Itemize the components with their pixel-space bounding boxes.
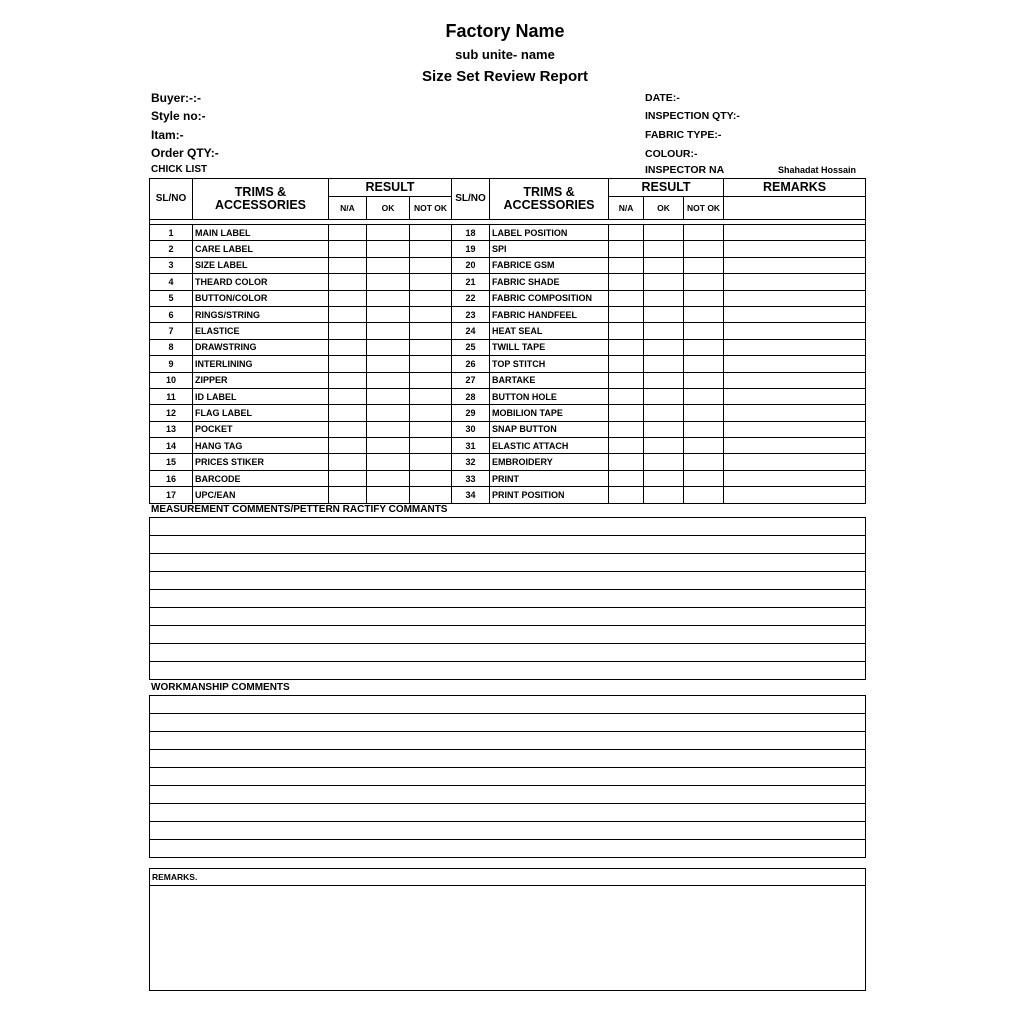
sl-no-cell: 15 bbox=[150, 454, 193, 470]
not-ok-cell[interactable] bbox=[410, 372, 452, 388]
na-cell[interactable] bbox=[329, 323, 367, 339]
item-name-cell: SPI bbox=[490, 241, 609, 257]
table-row bbox=[150, 438, 866, 454]
not-ok-cell[interactable] bbox=[684, 225, 724, 241]
not-ok-cell[interactable] bbox=[410, 421, 452, 437]
ok-cell[interactable] bbox=[644, 339, 684, 355]
not-ok-cell[interactable] bbox=[410, 225, 452, 241]
remarks-cell[interactable] bbox=[724, 225, 866, 241]
comment-line[interactable] bbox=[150, 786, 865, 804]
not-ok-header-right: NOT OK bbox=[684, 197, 724, 220]
sl-no-cell: 20 bbox=[452, 257, 490, 273]
table-row bbox=[150, 405, 866, 421]
ok-cell[interactable] bbox=[367, 257, 410, 273]
trims-header-right bbox=[490, 179, 609, 220]
na-cell[interactable] bbox=[329, 470, 367, 486]
not-ok-cell[interactable] bbox=[684, 470, 724, 486]
not-ok-cell[interactable] bbox=[684, 421, 724, 437]
ok-cell[interactable] bbox=[367, 306, 410, 322]
not-ok-cell[interactable] bbox=[684, 487, 724, 503]
not-ok-cell[interactable] bbox=[410, 454, 452, 470]
comment-line[interactable] bbox=[150, 662, 865, 680]
ok-cell[interactable] bbox=[367, 225, 410, 241]
sl-no-cell: 19 bbox=[452, 241, 490, 257]
item-name-cell: FABRIC COMPOSITION bbox=[490, 290, 609, 306]
sl-no-header-right: SL/NO bbox=[452, 179, 490, 220]
comment-line[interactable] bbox=[150, 608, 865, 626]
not-ok-cell[interactable] bbox=[684, 306, 724, 322]
not-ok-cell[interactable] bbox=[684, 290, 724, 306]
sl-no-cell: 34 bbox=[452, 487, 490, 503]
result-header-right: RESULT bbox=[609, 179, 724, 197]
item-name-cell: MOBILION TAPE bbox=[490, 405, 609, 421]
trims-header bbox=[193, 179, 329, 220]
style-no-field[interactable]: Style no:- bbox=[151, 109, 206, 123]
na-cell[interactable] bbox=[609, 454, 644, 470]
not-ok-cell[interactable] bbox=[410, 487, 452, 503]
sl-no-cell: 24 bbox=[452, 323, 490, 339]
remarks-header: REMARKS bbox=[724, 179, 866, 197]
remarks-cell[interactable] bbox=[724, 339, 866, 355]
na-cell[interactable] bbox=[329, 274, 367, 290]
item-name-cell: ZIPPER bbox=[193, 372, 329, 388]
not-ok-cell[interactable] bbox=[684, 388, 724, 404]
na-cell[interactable] bbox=[609, 438, 644, 454]
not-ok-cell[interactable] bbox=[684, 454, 724, 470]
colour-field[interactable]: COLOUR:- bbox=[645, 148, 698, 160]
checklist-label: CHICK LIST bbox=[151, 164, 208, 175]
not-ok-cell[interactable] bbox=[684, 372, 724, 388]
table-row bbox=[150, 487, 866, 503]
measurement-comments-box[interactable] bbox=[149, 517, 866, 680]
not-ok-cell[interactable] bbox=[410, 388, 452, 404]
remarks-cell[interactable] bbox=[724, 274, 866, 290]
not-ok-cell[interactable] bbox=[410, 306, 452, 322]
report-title: Size Set Review Report bbox=[422, 68, 588, 85]
item-name-cell: HANG TAG bbox=[193, 438, 329, 454]
table-row bbox=[150, 290, 866, 306]
sl-no-cell: 32 bbox=[452, 454, 490, 470]
not-ok-cell[interactable] bbox=[684, 241, 724, 257]
remarks-cell[interactable] bbox=[724, 372, 866, 388]
sl-no-cell: 17 bbox=[150, 487, 193, 503]
ok-cell[interactable] bbox=[367, 421, 410, 437]
ok-cell[interactable] bbox=[367, 454, 410, 470]
ok-cell[interactable] bbox=[367, 274, 410, 290]
remarks-label: REMARKS. bbox=[150, 869, 865, 886]
na-cell[interactable] bbox=[329, 421, 367, 437]
item-name-cell: TOP STITCH bbox=[490, 356, 609, 372]
ok-cell[interactable] bbox=[367, 405, 410, 421]
na-cell[interactable] bbox=[609, 388, 644, 404]
ok-cell[interactable] bbox=[644, 454, 684, 470]
ok-cell[interactable] bbox=[367, 487, 410, 503]
not-ok-cell[interactable] bbox=[410, 470, 452, 486]
item-name-cell: BARCODE bbox=[193, 470, 329, 486]
na-cell[interactable] bbox=[329, 487, 367, 503]
remarks-cell[interactable] bbox=[724, 421, 866, 437]
na-cell[interactable] bbox=[329, 405, 367, 421]
measurement-comments-label: MEASUREMENT COMMENTS/PETTERN RACTIFY COMMANTS bbox=[151, 504, 448, 515]
item-name-cell: BARTAKE bbox=[490, 372, 609, 388]
ok-cell[interactable] bbox=[367, 470, 410, 486]
remarks-cell[interactable] bbox=[724, 487, 866, 503]
comment-line[interactable] bbox=[150, 822, 865, 840]
remarks-cell[interactable] bbox=[724, 356, 866, 372]
ok-cell[interactable] bbox=[644, 356, 684, 372]
not-ok-cell[interactable] bbox=[684, 339, 724, 355]
ok-cell[interactable] bbox=[644, 306, 684, 322]
table-row bbox=[150, 339, 866, 355]
table-row bbox=[150, 421, 866, 437]
item-name-cell: BUTTON/COLOR bbox=[193, 290, 329, 306]
item-name-cell: DRAWSTRING bbox=[193, 339, 329, 355]
not-ok-cell[interactable] bbox=[410, 405, 452, 421]
na-cell[interactable] bbox=[329, 388, 367, 404]
not-ok-cell[interactable] bbox=[410, 290, 452, 306]
sl-no-cell: 33 bbox=[452, 470, 490, 486]
not-ok-cell[interactable] bbox=[410, 339, 452, 355]
ok-cell[interactable] bbox=[367, 438, 410, 454]
comment-line[interactable] bbox=[150, 626, 865, 644]
item-name-cell: THEARD COLOR bbox=[193, 274, 329, 290]
factory-name: Factory Name bbox=[445, 21, 565, 41]
na-cell[interactable] bbox=[609, 421, 644, 437]
result-header: RESULT bbox=[329, 179, 452, 197]
sl-no-cell: 13 bbox=[150, 421, 193, 437]
na-cell[interactable] bbox=[609, 405, 644, 421]
sl-no-cell: 29 bbox=[452, 405, 490, 421]
ok-header-right: OK bbox=[644, 197, 684, 220]
comment-line[interactable] bbox=[150, 572, 865, 590]
item-name-cell: TWILL TAPE bbox=[490, 339, 609, 355]
sl-no-cell: 26 bbox=[452, 356, 490, 372]
sl-no-header: SL/NO bbox=[150, 179, 193, 220]
comment-line[interactable] bbox=[150, 750, 865, 768]
ok-cell[interactable] bbox=[367, 323, 410, 339]
sl-no-cell: 27 bbox=[452, 372, 490, 388]
remarks-cell[interactable] bbox=[724, 290, 866, 306]
sl-no-cell: 14 bbox=[150, 438, 193, 454]
na-cell[interactable] bbox=[609, 356, 644, 372]
item-name-cell: CARE LABEL bbox=[193, 241, 329, 257]
accessories-line-right: ACCESSORIES bbox=[503, 198, 595, 212]
ok-cell[interactable] bbox=[644, 388, 684, 404]
not-ok-cell[interactable] bbox=[684, 257, 724, 273]
sl-no-cell: 23 bbox=[452, 306, 490, 322]
checklist-table bbox=[149, 178, 866, 504]
inspector-name: Shahadat Hossain bbox=[778, 165, 857, 175]
not-ok-cell[interactable] bbox=[684, 405, 724, 421]
ok-cell[interactable] bbox=[644, 405, 684, 421]
table-row bbox=[150, 454, 866, 470]
item-name-cell: ELASTICE bbox=[193, 323, 329, 339]
ok-cell[interactable] bbox=[644, 487, 684, 503]
sl-no-cell: 5 bbox=[150, 290, 193, 306]
item-name-cell: UPC/EAN bbox=[193, 487, 329, 503]
ok-cell[interactable] bbox=[644, 257, 684, 273]
table-row bbox=[150, 356, 866, 372]
not-ok-cell[interactable] bbox=[410, 274, 452, 290]
ok-cell[interactable] bbox=[367, 241, 410, 257]
date-field[interactable]: DATE:- bbox=[645, 92, 680, 104]
comment-line[interactable] bbox=[150, 554, 865, 572]
na-cell[interactable] bbox=[329, 241, 367, 257]
sl-no-cell: 28 bbox=[452, 388, 490, 404]
comment-line[interactable] bbox=[150, 518, 865, 536]
not-ok-cell[interactable] bbox=[410, 257, 452, 273]
ok-cell[interactable] bbox=[644, 372, 684, 388]
not-ok-cell[interactable] bbox=[684, 438, 724, 454]
na-cell[interactable] bbox=[329, 290, 367, 306]
trims-line-right: TRIMS & bbox=[523, 185, 575, 199]
comment-line[interactable] bbox=[150, 732, 865, 750]
workmanship-comments-label: WORKMANSHIP COMMENTS bbox=[151, 682, 290, 693]
comment-line[interactable] bbox=[150, 696, 865, 714]
remarks-cell[interactable] bbox=[724, 241, 866, 257]
workmanship-comments-box[interactable] bbox=[149, 695, 866, 858]
sl-no-cell: 3 bbox=[150, 257, 193, 273]
na-cell[interactable] bbox=[609, 339, 644, 355]
na-header-right: N/A bbox=[609, 197, 644, 220]
remarks-cell[interactable] bbox=[724, 405, 866, 421]
sl-no-cell: 7 bbox=[150, 323, 193, 339]
table-row bbox=[150, 372, 866, 388]
table-row bbox=[150, 323, 866, 339]
remarks-cell[interactable] bbox=[724, 323, 866, 339]
not-ok-cell[interactable] bbox=[410, 241, 452, 257]
item-name-cell: MAIN LABEL bbox=[193, 225, 329, 241]
not-ok-cell[interactable] bbox=[684, 356, 724, 372]
sl-no-cell: 21 bbox=[452, 274, 490, 290]
sl-no-cell: 16 bbox=[150, 470, 193, 486]
na-cell[interactable] bbox=[609, 487, 644, 503]
not-ok-cell[interactable] bbox=[684, 323, 724, 339]
item-name-cell: PRICES STIKER bbox=[193, 454, 329, 470]
sub-unit-name: sub unite- name bbox=[455, 47, 555, 62]
ok-cell[interactable] bbox=[644, 470, 684, 486]
sl-no-cell: 25 bbox=[452, 339, 490, 355]
sl-no-cell: 6 bbox=[150, 306, 193, 322]
ok-cell[interactable] bbox=[644, 438, 684, 454]
order-qty-field[interactable]: Order QTY:- bbox=[151, 146, 219, 160]
comment-line[interactable] bbox=[150, 714, 865, 732]
na-cell[interactable] bbox=[329, 438, 367, 454]
item-name-cell: SIZE LABEL bbox=[193, 257, 329, 273]
na-cell[interactable] bbox=[609, 241, 644, 257]
inspector-field[interactable]: INSPECTOR NA bbox=[645, 164, 725, 176]
table-row bbox=[150, 470, 866, 486]
sl-no-cell: 12 bbox=[150, 405, 193, 421]
na-cell[interactable] bbox=[609, 470, 644, 486]
table-row bbox=[150, 225, 866, 241]
item-name-cell: POCKET bbox=[193, 421, 329, 437]
item-name-cell: PRINT POSITION bbox=[490, 487, 609, 503]
sl-no-cell: 4 bbox=[150, 274, 193, 290]
comment-line[interactable] bbox=[150, 804, 865, 822]
ok-cell[interactable] bbox=[367, 356, 410, 372]
ok-cell[interactable] bbox=[367, 372, 410, 388]
ok-cell[interactable] bbox=[644, 421, 684, 437]
ok-cell[interactable] bbox=[367, 290, 410, 306]
trims-line: TRIMS & bbox=[234, 185, 287, 199]
remarks-cell[interactable] bbox=[724, 454, 866, 470]
remarks-cell[interactable] bbox=[724, 388, 866, 404]
table-row bbox=[150, 306, 866, 322]
comment-line[interactable] bbox=[150, 840, 865, 858]
na-cell[interactable] bbox=[329, 306, 367, 322]
item-name-cell: FABRIC HANDFEEL bbox=[490, 306, 609, 322]
na-cell[interactable] bbox=[609, 372, 644, 388]
not-ok-header: NOT OK bbox=[410, 197, 452, 220]
remarks-box[interactable] bbox=[149, 868, 866, 991]
sl-no-cell: 22 bbox=[452, 290, 490, 306]
na-cell[interactable] bbox=[329, 339, 367, 355]
remarks-subheader-cell[interactable] bbox=[724, 197, 866, 220]
item-name-cell: BUTTON HOLE bbox=[490, 388, 609, 404]
remarks-cell[interactable] bbox=[724, 470, 866, 486]
accessories-line: ACCESSORIES bbox=[215, 198, 306, 212]
sl-no-cell: 31 bbox=[452, 438, 490, 454]
na-cell[interactable] bbox=[609, 225, 644, 241]
item-name-cell: LABEL POSITION bbox=[490, 225, 609, 241]
fabric-type-field[interactable]: FABRIC TYPE:- bbox=[645, 129, 722, 141]
remarks-cell[interactable] bbox=[724, 438, 866, 454]
comment-line[interactable] bbox=[150, 590, 865, 608]
na-header: N/A bbox=[329, 197, 367, 220]
ok-cell[interactable] bbox=[644, 274, 684, 290]
na-cell[interactable] bbox=[609, 306, 644, 322]
na-cell[interactable] bbox=[329, 372, 367, 388]
sl-no-cell: 8 bbox=[150, 339, 193, 355]
item-name-cell: ELASTIC ATTACH bbox=[490, 438, 609, 454]
item-name-cell: ID LABEL bbox=[193, 388, 329, 404]
sl-no-cell: 18 bbox=[452, 225, 490, 241]
item-name-cell: PRINT bbox=[490, 470, 609, 486]
remarks-cell[interactable] bbox=[724, 257, 866, 273]
item-name-cell: SNAP BUTTON bbox=[490, 421, 609, 437]
table-row bbox=[150, 241, 866, 257]
item-name-cell: FABRIC SHADE bbox=[490, 274, 609, 290]
na-cell[interactable] bbox=[329, 225, 367, 241]
item-field[interactable]: Itam:- bbox=[151, 128, 184, 142]
comment-line[interactable] bbox=[150, 536, 865, 554]
ok-cell[interactable] bbox=[644, 225, 684, 241]
ok-header: OK bbox=[367, 197, 410, 220]
ok-cell[interactable] bbox=[644, 323, 684, 339]
item-name-cell: RINGS/STRING bbox=[193, 306, 329, 322]
comment-line[interactable] bbox=[150, 768, 865, 786]
not-ok-cell[interactable] bbox=[410, 323, 452, 339]
not-ok-cell[interactable] bbox=[684, 274, 724, 290]
sl-no-cell: 2 bbox=[150, 241, 193, 257]
sl-no-cell: 10 bbox=[150, 372, 193, 388]
na-cell[interactable] bbox=[609, 257, 644, 273]
na-cell[interactable] bbox=[609, 323, 644, 339]
ok-cell[interactable] bbox=[644, 241, 684, 257]
not-ok-cell[interactable] bbox=[410, 356, 452, 372]
table-row bbox=[150, 388, 866, 404]
inspection-qty-field[interactable]: INSPECTION QTY:- bbox=[645, 110, 740, 122]
table-row bbox=[150, 274, 866, 290]
sl-no-cell: 11 bbox=[150, 388, 193, 404]
item-name-cell: INTERLINING bbox=[193, 356, 329, 372]
comment-line[interactable] bbox=[150, 644, 865, 662]
item-name-cell: FLAG LABEL bbox=[193, 405, 329, 421]
item-name-cell: FABRICE GSM bbox=[490, 257, 609, 273]
sl-no-cell: 9 bbox=[150, 356, 193, 372]
na-cell[interactable] bbox=[609, 274, 644, 290]
item-name-cell: EMBROIDERY bbox=[490, 454, 609, 470]
sl-no-cell: 1 bbox=[150, 225, 193, 241]
sl-no-cell: 30 bbox=[452, 421, 490, 437]
ok-cell[interactable] bbox=[367, 339, 410, 355]
ok-cell[interactable] bbox=[644, 290, 684, 306]
table-row bbox=[150, 257, 866, 273]
ok-cell[interactable] bbox=[367, 388, 410, 404]
na-cell[interactable] bbox=[609, 290, 644, 306]
na-cell[interactable] bbox=[329, 454, 367, 470]
remarks-cell[interactable] bbox=[724, 306, 866, 322]
not-ok-cell[interactable] bbox=[410, 438, 452, 454]
item-name-cell: HEAT SEAL bbox=[490, 323, 609, 339]
buyer-field[interactable]: Buyer:-:- bbox=[151, 91, 201, 105]
na-cell[interactable] bbox=[329, 257, 367, 273]
na-cell[interactable] bbox=[329, 356, 367, 372]
